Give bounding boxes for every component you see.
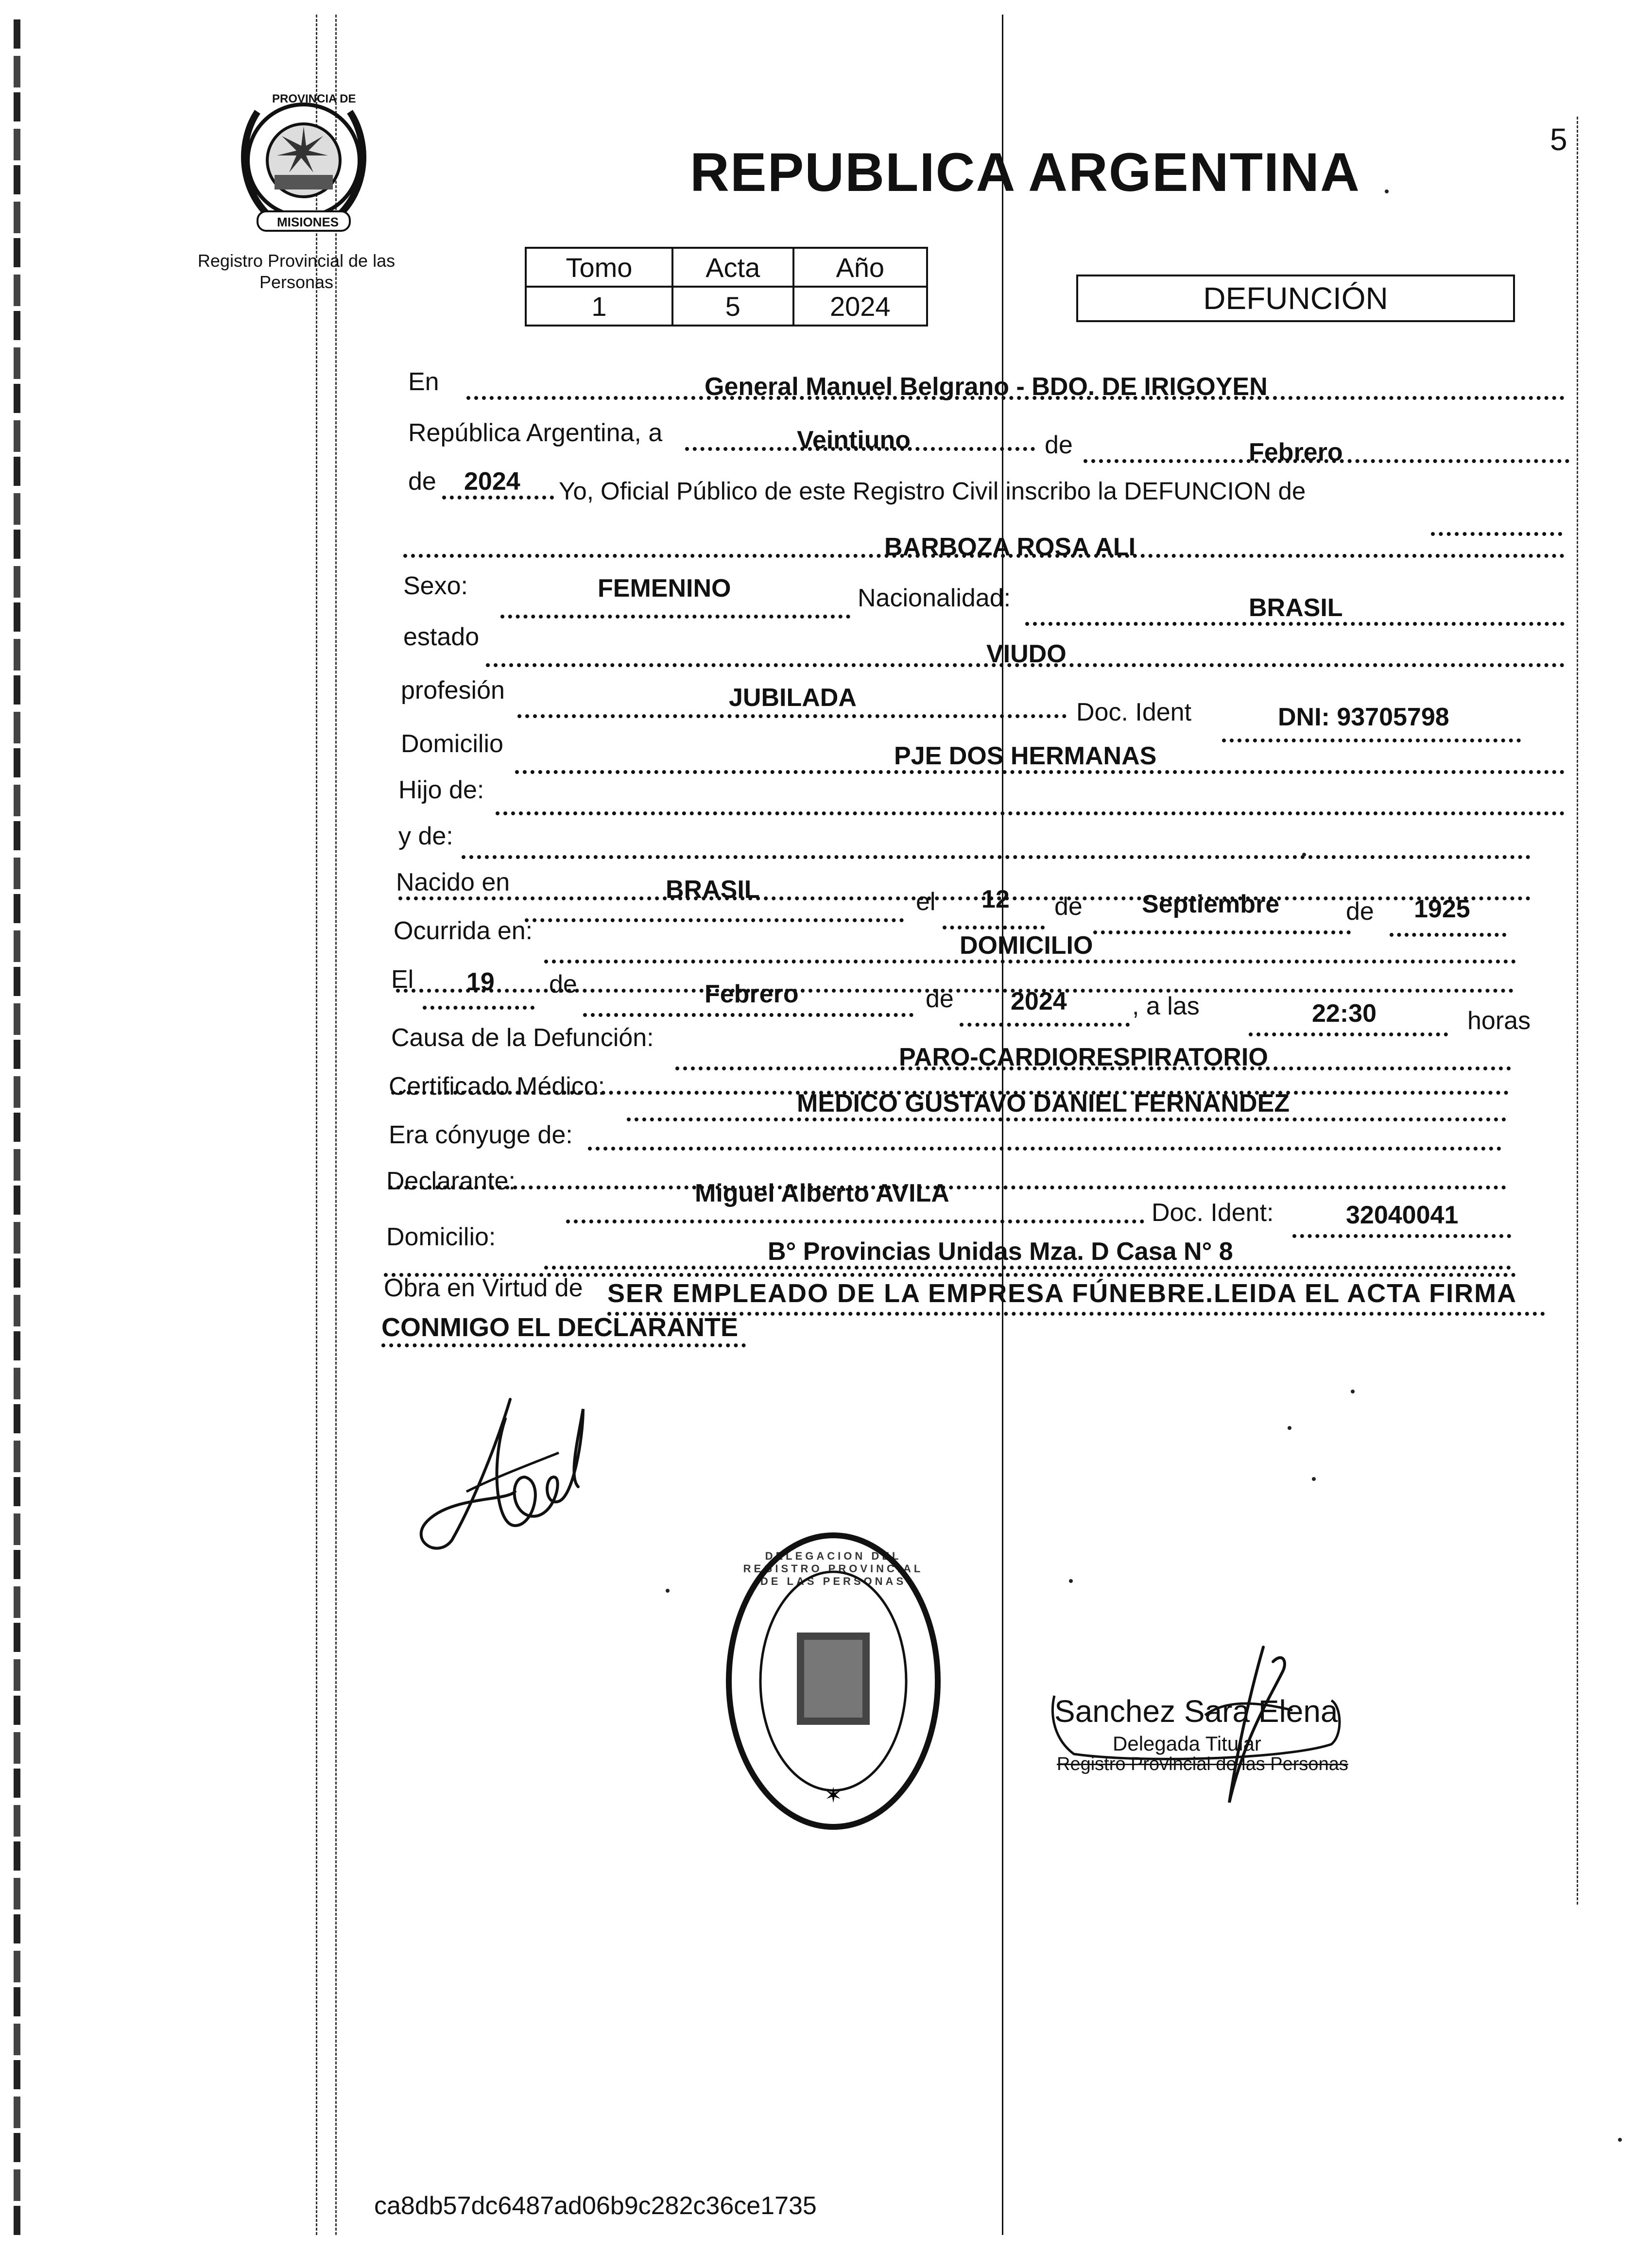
death-time-line: [1249, 1032, 1448, 1036]
scan-speck: [1351, 1390, 1355, 1393]
birth-de1: de: [1054, 893, 1083, 921]
death-month-line: [583, 1013, 913, 1017]
horas-label: horas: [1467, 1007, 1531, 1035]
estado-value: VIUDO: [986, 640, 1067, 668]
profesion-value: JUBILADA: [729, 684, 857, 712]
official-name: Sanchez Sara Elena: [1054, 1694, 1338, 1729]
death-month: Febrero: [705, 980, 799, 1008]
decl-dom-value: B° Provincias Unidas Mza. D Casa N° 8: [768, 1238, 1233, 1266]
scan-speck: [1385, 189, 1389, 193]
obra-line-1: [607, 1312, 1545, 1316]
death-de1: de: [549, 970, 577, 998]
death-day: 19: [466, 968, 495, 996]
domicilio-value: PJE DOS HERMANAS: [894, 742, 1157, 770]
death-de2: de: [926, 985, 954, 1013]
conyuge-label: Era cónyuge de:: [389, 1121, 573, 1149]
death-year: 2024: [1011, 987, 1067, 1015]
official-role: Delegada Titular: [1113, 1732, 1261, 1755]
certificado-value: MEDICO GUSTAVO DANIEL FERNANDEZ: [797, 1089, 1290, 1117]
nacido-value: BRASIL: [666, 876, 760, 904]
decl-doc-line: [1292, 1234, 1511, 1238]
record-table: [525, 247, 928, 327]
declarante-signature: [398, 1380, 602, 1574]
death-time: 22:30: [1312, 999, 1377, 1028]
table-header-ano: Año: [793, 248, 927, 287]
month-word: Febrero: [1249, 438, 1343, 466]
certificado-label: Certificado Médico:: [389, 1072, 605, 1100]
death-year-line: [960, 1023, 1130, 1027]
decl-dom-line: [544, 1266, 1511, 1270]
country-title: REPUBLICA ARGENTINA: [690, 142, 1360, 203]
ocurrida-value: DOMICILIO: [960, 931, 1093, 960]
act-type-box: DEFUNCIÓN: [1076, 275, 1515, 322]
scan-speck: [1312, 1477, 1316, 1481]
profesion-label: profesión: [401, 676, 505, 705]
birth-year-line: [1390, 933, 1506, 937]
document-hash: ca8db57dc6487ad06b9c282c36ce1735: [374, 2192, 817, 2220]
domicilio-label: Domicilio: [401, 730, 503, 758]
stamp-text: DELEGACION DEL REGISTRO PROVINCIAL DE LAS PERSONAS: [743, 1550, 924, 1587]
decl-dom-label: Domicilio:: [386, 1223, 496, 1251]
alas-label: , a las: [1132, 992, 1200, 1020]
ocurrida-line: [544, 960, 1516, 963]
yde-line: [462, 855, 1531, 859]
hijo-label: Hijo de:: [398, 776, 484, 804]
table-value-ano: 2024: [793, 287, 927, 326]
table-header-acta: Acta: [672, 248, 793, 287]
sexo-value: FEMENINO: [598, 574, 731, 602]
doc-value: DNI: 93705798: [1278, 703, 1449, 731]
declarante-value: Miguel Alberto AVILA: [695, 1179, 949, 1207]
scan-speck: [1069, 1579, 1073, 1583]
obra-value-line1: SER EMPLEADO DE LA EMPRESA FÚNEBRE.LEIDA EL ACTA FIRMA: [607, 1279, 1517, 1308]
margin-guide-left: [316, 15, 317, 2235]
official-office: Registro Provincial de las Personas: [1057, 1754, 1348, 1774]
conyuge-line: [588, 1147, 1501, 1151]
birth-de2: de: [1346, 897, 1374, 926]
death-el-label: El: [391, 965, 414, 994]
margin-guide-left-2: [335, 15, 337, 2235]
year-de-label: de: [408, 467, 436, 496]
emblem-text-top: PROVINCIA DE: [272, 92, 356, 105]
birth-day: 12: [981, 885, 1010, 913]
sexo-label: Sexo:: [403, 572, 468, 600]
nacionalidad-value: BRASIL: [1249, 594, 1343, 622]
obra-label: Obra en Virtud de: [384, 1274, 583, 1302]
ocurrida-label: Ocurrida en:: [394, 917, 533, 945]
year-value: 2024: [464, 467, 520, 496]
province-emblem: [228, 83, 379, 233]
causa-value: PARO-CARDIORESPIRATORIO: [899, 1043, 1268, 1071]
birth-day-line: [943, 926, 1045, 929]
causa-label: Causa de la Defunción:: [391, 1024, 654, 1052]
en-label: En: [408, 368, 439, 396]
birth-year: 1925: [1414, 895, 1470, 923]
domicilio-line: [515, 770, 1565, 774]
svg-text:✶: ✶: [824, 1783, 843, 1808]
decl-doc-value: 32040041: [1346, 1201, 1459, 1229]
death-day-line: [423, 1006, 534, 1010]
nacionalidad-label: Nacionalidad:: [858, 584, 1011, 612]
republica-label: República Argentina, a: [408, 419, 663, 447]
profesion-line: [517, 714, 1067, 718]
declarante-line: [566, 1220, 1144, 1223]
page-number: 5: [1550, 122, 1567, 157]
scan-speck: [666, 1589, 670, 1593]
doc-label: Doc. Ident: [1076, 698, 1192, 726]
day-word: Veintiuno: [797, 426, 911, 454]
official-stamp: [724, 1530, 943, 1832]
yde-label: y de:: [398, 822, 453, 850]
doc-line: [1222, 739, 1521, 742]
nacido-line: [525, 918, 904, 922]
de-label: de: [1045, 431, 1073, 459]
oficial-text: Yo, Oficial Público de este Registro Civil inscribo la DEFUNCION de: [559, 477, 1306, 505]
decl-doc-label: Doc. Ident:: [1152, 1199, 1274, 1227]
sexo-line: [500, 615, 850, 619]
registry-name: Registro Provincial de las Personas: [197, 251, 396, 292]
table-value-acta: 5: [672, 287, 793, 326]
oficial-trailing-line: [1431, 532, 1562, 536]
estado-label: estado: [403, 623, 480, 651]
scan-edge-artifact: [14, 19, 20, 2235]
deceased-name: BARBOZA ROSA ALI: [884, 533, 1136, 561]
margin-guide-right: [1577, 117, 1578, 1905]
nacionalidad-line: [1025, 622, 1565, 626]
year-line: [442, 496, 554, 499]
table-header-tomo: Tomo: [526, 248, 672, 287]
nacido-label: Nacido en: [396, 868, 510, 896]
emblem-text-bottom: MISIONES: [277, 215, 339, 229]
scan-speck: [1288, 1426, 1291, 1430]
declarante-label: Declarante:: [386, 1167, 516, 1195]
certificado-line: [627, 1117, 1506, 1121]
scan-speck: [1618, 2138, 1622, 2142]
en-value: General Manuel Belgrano - BDO. DE IRIGOYEN: [705, 373, 1268, 401]
obra-value-line2: CONMIGO EL DECLARANTE: [381, 1313, 739, 1342]
table-value-tomo: 1: [526, 287, 672, 326]
fold-line: [1002, 15, 1003, 2235]
scan-speck: [1302, 853, 1306, 857]
birth-month: Septiembre: [1142, 890, 1280, 918]
obra-line-2: [381, 1343, 746, 1347]
birth-month-line: [1093, 930, 1351, 934]
el-label: el: [916, 888, 936, 916]
hijo-line: [496, 811, 1565, 815]
